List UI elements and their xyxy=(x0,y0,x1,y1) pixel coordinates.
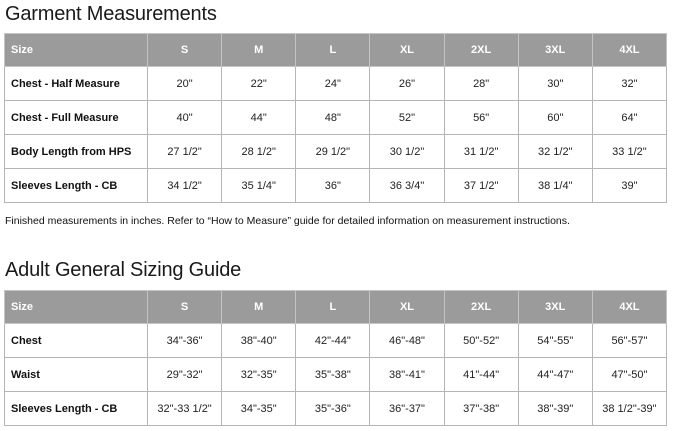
table-cell: 50"-52" xyxy=(444,324,518,358)
garment-measurements-table xyxy=(4,33,667,203)
header-cell-3xl: 3XL xyxy=(518,291,592,324)
header-row xyxy=(5,34,667,67)
header-cell-xl: XL xyxy=(370,34,444,67)
table-row xyxy=(5,135,667,169)
table-row xyxy=(5,101,667,135)
table-cell: 37"-38" xyxy=(444,392,518,426)
table-cell: 41"-44" xyxy=(444,358,518,392)
table-cell: 38 1/4" xyxy=(518,169,592,203)
table-cell: 30 1/2" xyxy=(370,135,444,169)
header-cell-4xl: 4XL xyxy=(592,34,666,67)
table-cell: 56"-57" xyxy=(592,324,666,358)
header-cell-m: M xyxy=(222,291,296,324)
table-cell: 27 1/2" xyxy=(148,135,222,169)
table-cell: 48" xyxy=(296,101,370,135)
table-cell: 28" xyxy=(444,67,518,101)
table-cell: 54"-55" xyxy=(518,324,592,358)
row-label: Sleeves Length - CB xyxy=(5,392,148,426)
header-cell-2xl: 2XL xyxy=(444,34,518,67)
table-cell: 31 1/2" xyxy=(444,135,518,169)
table-cell: 20" xyxy=(148,67,222,101)
table-cell: 52" xyxy=(370,101,444,135)
table-cell: 34"-36" xyxy=(148,324,222,358)
table-cell: 60" xyxy=(518,101,592,135)
table-cell: 40" xyxy=(148,101,222,135)
table-row xyxy=(5,169,667,203)
row-label: Body Length from HPS xyxy=(5,135,148,169)
table-cell: 56" xyxy=(444,101,518,135)
table-header xyxy=(5,291,667,324)
table-cell: 38 1/2"-39" xyxy=(592,392,666,426)
header-cell-m: M xyxy=(222,34,296,67)
table-cell: 34"-35" xyxy=(222,392,296,426)
header-cell-size: Size xyxy=(5,291,148,324)
table-cell: 32" xyxy=(592,67,666,101)
table-row xyxy=(5,324,667,358)
table-cell: 22" xyxy=(222,67,296,101)
table-cell: 38"-41" xyxy=(370,358,444,392)
table-cell: 33 1/2" xyxy=(592,135,666,169)
table-cell: 38"-39" xyxy=(518,392,592,426)
adult-sizing-guide-title: Adult General Sizing Guide xyxy=(5,259,242,281)
table-cell: 30" xyxy=(518,67,592,101)
table-cell: 32 1/2" xyxy=(518,135,592,169)
table-cell: 29"-32" xyxy=(148,358,222,392)
header-cell-s: S xyxy=(148,34,222,67)
header-cell-size: Size xyxy=(5,34,148,67)
table-cell: 34 1/2" xyxy=(148,169,222,203)
row-label: Chest - Half Measure xyxy=(5,67,148,101)
header-cell-xl: XL xyxy=(370,291,444,324)
table-cell: 44" xyxy=(222,101,296,135)
table-cell: 36" xyxy=(296,169,370,203)
table-cell: 46"-48" xyxy=(370,324,444,358)
row-label: Chest - Full Measure xyxy=(5,101,148,135)
table-cell: 32"-35" xyxy=(222,358,296,392)
header-cell-2xl: 2XL xyxy=(444,291,518,324)
table-row xyxy=(5,358,667,392)
row-label: Waist xyxy=(5,358,148,392)
table-body xyxy=(5,324,667,426)
table-cell: 35"-38" xyxy=(296,358,370,392)
table-cell: 38"-40" xyxy=(222,324,296,358)
table-cell: 64" xyxy=(592,101,666,135)
table-row xyxy=(5,392,667,426)
header-cell-3xl: 3XL xyxy=(518,34,592,67)
table-body xyxy=(5,67,667,203)
row-label: Chest xyxy=(5,324,148,358)
header-row xyxy=(5,291,667,324)
table-cell: 28 1/2" xyxy=(222,135,296,169)
table-cell: 37 1/2" xyxy=(444,169,518,203)
table-cell: 39" xyxy=(592,169,666,203)
header-cell-l: L xyxy=(296,291,370,324)
header-cell-l: L xyxy=(296,34,370,67)
table-cell: 29 1/2" xyxy=(296,135,370,169)
table-cell: 35"-36" xyxy=(296,392,370,426)
table-cell: 42"-44" xyxy=(296,324,370,358)
table-cell: 24" xyxy=(296,67,370,101)
measurement-note: Finished measurements in inches. Refer to “How to Measure” guide for detailed information on measurement instructions. xyxy=(5,215,570,227)
table-cell: 35 1/4" xyxy=(222,169,296,203)
garment-measurements-title: Garment Measurements xyxy=(5,3,217,25)
table-cell: 26" xyxy=(370,67,444,101)
table-cell: 36"-37" xyxy=(370,392,444,426)
table-cell: 44"-47" xyxy=(518,358,592,392)
header-cell-s: S xyxy=(148,291,222,324)
table-cell: 36 3/4" xyxy=(370,169,444,203)
table-cell: 47"-50" xyxy=(592,358,666,392)
table-header xyxy=(5,34,667,67)
table-cell: 32"-33 1/2" xyxy=(148,392,222,426)
table-row xyxy=(5,67,667,101)
adult-sizing-table xyxy=(4,290,667,426)
row-label: Sleeves Length - CB xyxy=(5,169,148,203)
header-cell-4xl: 4XL xyxy=(592,291,666,324)
